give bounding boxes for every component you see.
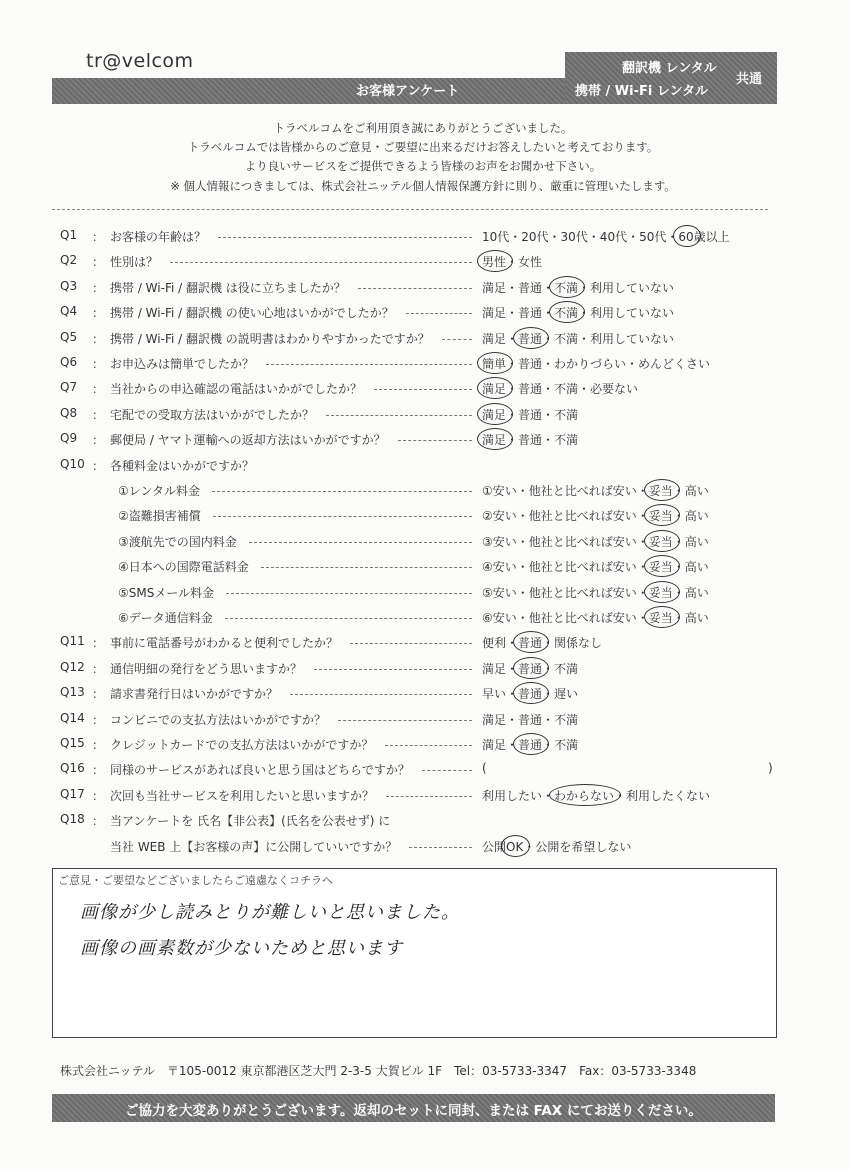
question-text: 同様のサービスがあれば良いと思う国はどちらですか？ [110,763,410,778]
colon: ： [92,458,105,473]
colon: ： [92,687,105,702]
question-text: 携帯 / Wi-Fi / 翻訳機 は役に立ちましたか？ [110,280,346,295]
leader-line [249,542,472,543]
question-text: 当社からの申込確認の電話はいかがでしたか？ [110,382,363,397]
question-text: 事前に電話番号がわかると便利でしたか？ [110,636,339,651]
question-number: Q11 [60,634,85,649]
colon: ： [92,712,105,727]
answer-options[interactable]: 満足・普通・不満・必要ない [482,382,639,397]
answer-options[interactable]: 満足・普通・不満・利用していない [482,280,675,295]
leader-line [326,415,472,416]
comment-line-2: 画像の画素数が少ないためと思います [80,938,403,959]
intro-line-2: トラベルコムでは皆様からのご意見・ご要望に出来るだけお答えしたいと考えております。 [187,140,659,154]
question-number: Q10 [60,456,85,471]
tag-mobile-wifi-rental: 携帯 / Wi-Fi レンタル [575,84,709,99]
answer-options[interactable]: 満足・普通・不満 [482,712,579,727]
question-text: 通信明細の発行をどう思いますか？ [110,661,303,676]
colon: ： [92,331,105,346]
intro-line-1: トラベルコムをご利用頂き誠にありがとうございました。 [273,121,573,135]
answer-options[interactable]: 便利・普通・関係なし [482,636,603,651]
selected-answer-circle[interactable] [513,327,549,349]
leader-line [338,720,472,721]
question-number: Q18 [60,812,85,827]
colon: ： [92,255,105,270]
leader-line [170,262,472,263]
leader-line [266,364,472,365]
question-text: 宅配での受取方法はいかがでしたか？ [110,407,315,422]
company-address: 株式会社ニッテル 〒105-0012 東京都港区芝大門 2-3-5 大賀ビル 1F Tel：03-5733-3347 Fax：03-5733-3348 [60,1064,697,1078]
question-text: 性別は？ [110,255,159,270]
answer-options[interactable]: 公開OK・公開を希望しない [482,839,632,854]
selected-answer-circle[interactable] [477,403,513,425]
answer-options[interactable]: 満足・普通・不満 [482,738,579,752]
answer-bracket-end: ) [768,761,773,776]
leader-line [398,440,472,441]
question-number: Q2 [60,253,78,268]
leader-line [358,288,472,289]
question-text-cont: 当社 WEB 上【お客様の声】に公開していいですか？ [110,839,398,854]
colon: ： [92,280,105,295]
leader-line [422,770,472,771]
answer-options[interactable]: 満足・普通・不満・利用していない [482,306,675,321]
selected-answer-circle[interactable] [477,352,513,374]
question-number: Q6 [60,355,78,369]
colon: ： [92,763,105,778]
question-text: 携帯 / Wi-Fi / 翻訳機 の使い心地はいかがでしたか？ [110,306,394,321]
question-text: 携帯 / Wi-Fi / 翻訳機 の説明書はわかりやすかったですか？ [110,331,430,346]
fee-item-label: ④日本への国際電話料金 [118,560,249,575]
selected-answer-circle[interactable] [673,225,700,247]
selected-answer-circle[interactable] [644,530,680,552]
fee-answer-options[interactable]: ①安い・他社と比べれば安い・妥当・高い [482,484,709,498]
answer-options[interactable]: 簡単・普通・わかりづらい・めんどくさい [482,357,711,371]
question-number: Q16 [60,761,85,776]
answer-options[interactable]: 満足・普通・不満 [482,433,579,448]
leader-line [442,339,472,340]
question-number: Q17 [60,786,85,801]
answer-options[interactable]: 満足・普通・不満 [482,661,579,676]
question-text: クレジットカードでの支払方法はいかがですか？ [110,738,374,752]
selected-answer-circle[interactable] [513,733,549,755]
leader-line [213,516,472,517]
question-text: 郵便局 / ヤマト運輸への返却方法はいかがですか？ [110,433,386,448]
question-number: Q3 [60,278,78,293]
leader-line [374,389,472,390]
question-number: Q9 [60,431,78,446]
question-text: お客様の年齢は？ [110,230,207,244]
leader-line [314,669,472,670]
fee-answer-options[interactable]: ⑤安い・他社と比べれば安い・妥当・高い [482,585,709,600]
question-number: Q14 [60,710,85,725]
colon: ： [92,636,105,651]
question-text: 次回も当社サービスを利用したいと思いますか？ [110,788,375,803]
answer-options[interactable]: 利用したい・わからない・利用したくない [482,788,711,803]
fee-answer-options[interactable]: ②安い・他社と比べれば安い・妥当・高い [482,509,709,524]
separator [52,209,768,210]
fee-answer-options[interactable]: ③安い・他社と比べれば安い・妥当・高い [482,534,709,549]
question-text: お申込みは簡単でしたか？ [110,357,255,371]
intro-line-3: より良いサービスをご提供できるよう皆様のお声をお聞かせ下さい。 [244,159,602,173]
selected-answer-circle[interactable] [644,606,680,628]
selected-answer-circle[interactable] [549,784,621,806]
survey-title: お客様アンケート [356,84,460,99]
selected-answer-circle[interactable] [549,276,585,298]
question-number: Q4 [60,304,78,319]
answer-options[interactable]: 男性・女性 [482,255,543,270]
fee-answer-options[interactable]: ⑥安い・他社と比べれば安い・妥当・高い [482,611,709,625]
leader-line [226,593,472,594]
leader-line [212,491,472,492]
colon: ： [92,433,105,448]
colon: ： [92,788,105,803]
company-logo: tr@velcom [86,50,194,72]
colon: ： [92,306,105,321]
leader-line [386,796,472,797]
selected-answer-circle[interactable] [501,835,530,857]
answer-options[interactable]: 早い・普通・遅い [482,687,579,702]
comment-label: ご意見・ご要望などございましたらご遠慮なくコチラへ [58,874,333,887]
fee-answer-options[interactable]: ④安い・他社と比べれば安い・妥当・高い [482,560,709,575]
question-number: Q13 [60,685,85,700]
question-text: 当アンケートを 氏名【非公表】(氏名を公表せず) に [110,814,391,829]
question-number: Q5 [60,329,78,344]
leader-line [406,313,472,314]
fee-item-label: ①レンタル料金 [118,484,200,498]
question-number: Q1 [60,228,78,242]
tag-translator-rental: 翻訳機 レンタル [622,61,717,76]
leader-line [218,237,472,238]
question-text: 請求書発行日はいかがですか？ [110,687,279,702]
colon: ： [92,230,105,244]
answer-options[interactable]: ( [482,761,487,776]
question-text: コンビニでの支払方法はいかがですか？ [110,712,327,727]
leader-line [385,745,472,746]
leader-line [261,567,472,568]
colon: ： [92,382,105,397]
question-number: Q12 [60,659,85,674]
fee-item-label: ⑥データ通信料金 [118,611,213,625]
leader-line [290,694,472,695]
colon: ： [92,357,105,371]
answer-options[interactable]: 10代・20代・30代・40代・50代・60歳以上 [482,230,730,244]
selected-answer-circle[interactable] [644,479,680,501]
fee-item-label: ②盗難損害補償 [118,509,201,524]
question-number: Q8 [60,405,78,420]
colon: ： [92,661,105,676]
selected-answer-circle[interactable] [644,581,680,603]
fee-item-label: ⑤SMSメール料金 [118,585,215,600]
answer-options[interactable]: 満足・普通・不満 [482,407,579,422]
question-number: Q15 [60,736,85,750]
leader-line [409,847,472,848]
comment-line-1: 画像が少し読みとりが難しいと思いました。 [80,902,460,923]
leader-line [350,643,472,644]
fee-item-label: ③渡航先での国内料金 [118,534,237,549]
question-number: Q7 [60,380,78,395]
tag-common: 共通 [736,72,763,87]
colon: ： [92,407,105,422]
colon: ： [92,814,105,829]
colon: ： [92,738,105,752]
thank-you-message: ご協力を大変ありがとうございます。返却のセットに同封、または FAX にてお送りください。 [125,1103,702,1119]
privacy-note: ※ 個人情報につきましては、株式会社ニッテル個人情報保護方針に則り、厳重に管理いたします。 [170,179,676,193]
leader-line [225,618,472,619]
question-text: 各種料金はいかがですか？ [110,458,255,473]
selected-answer-circle[interactable] [513,657,549,679]
answer-options[interactable]: 満足・普通・不満・利用していない [482,331,675,346]
selected-answer-circle[interactable] [644,555,680,577]
